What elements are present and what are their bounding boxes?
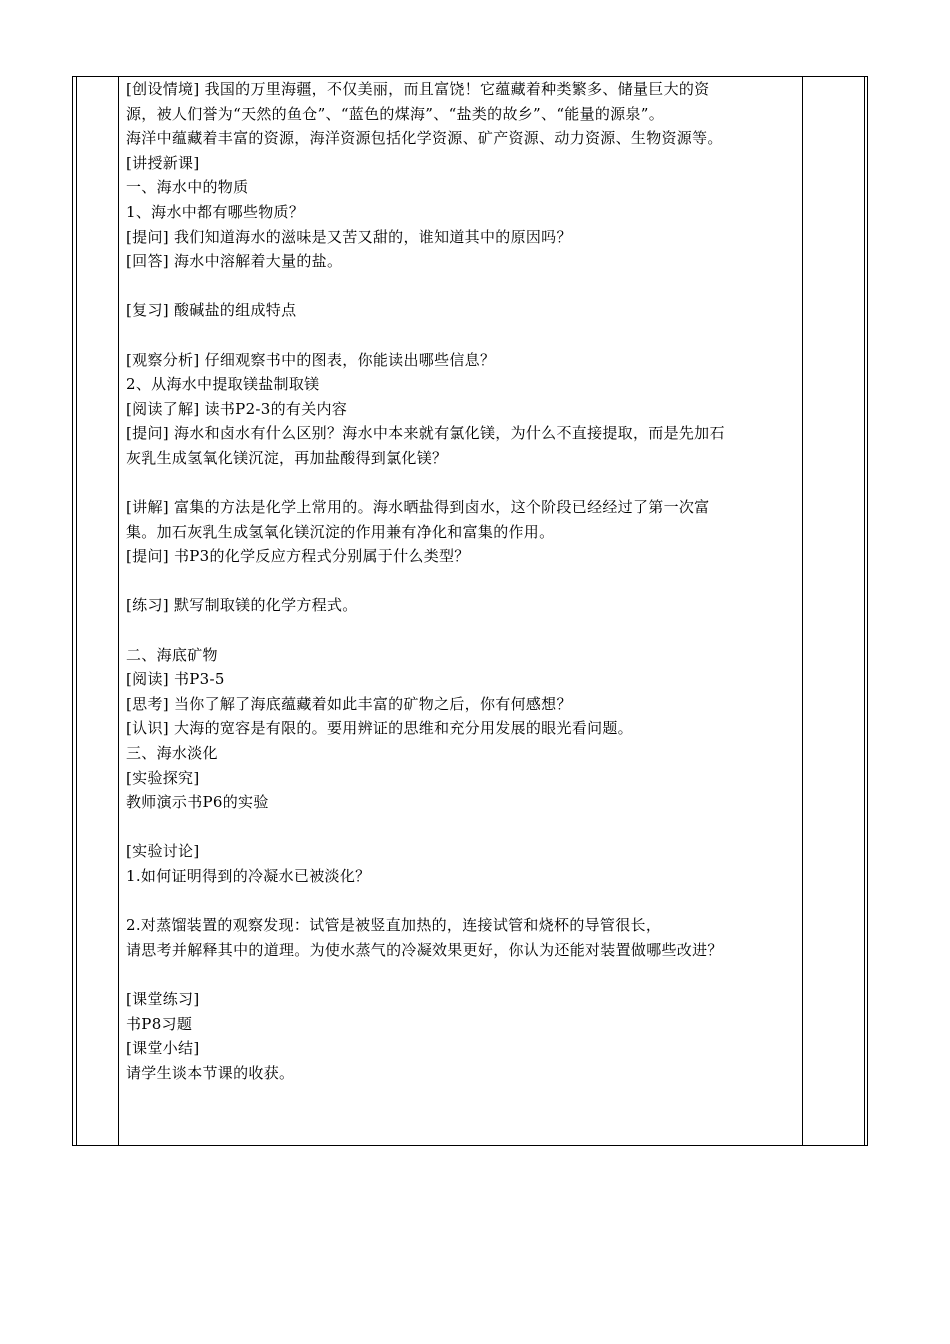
lesson-text-line: [课堂练习] [126, 989, 200, 1008]
lesson-text-line: 2.对蒸馏装置的观察发现：试管是被竖直加热的，连接试管和烧杯的导管很长， [126, 916, 662, 935]
lesson-text-line: 请学生谈本节课的收获。 [126, 1063, 295, 1082]
lesson-text-line: [阅读] 书P3-5 [126, 670, 225, 689]
lesson-text-line: [练习] 默写制取镁的化学方程式。 [126, 596, 358, 615]
lesson-text-line: 1、海水中都有哪些物质？ [126, 202, 305, 221]
lesson-text-line: 二、海底矿物 [126, 645, 218, 664]
lesson-text-line: 2、从海水中提取镁盐制取镁 [126, 375, 320, 394]
table-right-column-divider [802, 77, 803, 1145]
lesson-text-line: [课堂小结] [126, 1039, 200, 1058]
blank-line [126, 471, 798, 496]
lesson-text-line: 请思考并解释其中的道理。为使水蒸气的冷凝效果更好，你认为还能对装置做哪些改进？ [126, 940, 723, 959]
lesson-text-line: 集。加石灰乳生成氢氧化镁沉淀的作用兼有净化和富集的作用。 [126, 522, 555, 541]
blank-line [126, 962, 798, 987]
lesson-text-line: 海洋中蕴藏着丰富的资源，海洋资源包括化学资源、矿产资源、动力资源、生物资源等。 [126, 129, 723, 148]
lesson-text-line: [创设情境] 我国的万里海疆，不仅美丽，而且富饶！它蕴藏着种类繁多、储量巨大的资 [126, 80, 710, 98]
blank-line [126, 889, 798, 914]
lesson-text-line: 书P8习题 [126, 1014, 193, 1033]
table-outer-left-line [76, 77, 77, 1145]
lesson-text-line: [提问] 我们知道海水的滋味是又苦又甜的，谁知道其中的原因吗？ [126, 227, 572, 246]
lesson-text-line: 灰乳生成氢氧化镁沉淀，再加盐酸得到氯化镁？ [126, 448, 448, 467]
lesson-text-line: 教师演示书P6的实验 [126, 793, 269, 812]
lesson-table [72, 76, 868, 1146]
lesson-text-line: [阅读了解] 读书P2-3的有关内容 [126, 399, 348, 418]
table-left-column-divider [118, 77, 119, 1145]
lesson-text-line: 源，被人们誉为“天然的鱼仓”、“蓝色的煤海”、“盐类的故乡”、“能量的源泉”。 [126, 104, 665, 123]
blank-line [126, 323, 798, 348]
blank-line [126, 274, 798, 299]
lesson-text-line: 1.如何证明得到的冷凝水已被淡化？ [126, 867, 371, 885]
lesson-text-line: [实验讨论] [126, 842, 200, 861]
lesson-content-cell [126, 77, 798, 1085]
lesson-text-line: [讲授新课] [126, 153, 200, 172]
table-outer-right-line [864, 77, 865, 1145]
lesson-text-line: [讲解] 富集的方法是化学上常用的。海水晒盐得到卤水，这个阶段已经经过了第一次富 [126, 498, 710, 517]
lesson-text-line: [回答] 海水中溶解着大量的盐。 [126, 252, 343, 271]
blank-line [126, 815, 798, 840]
lesson-text-line: [复习] 酸碱盐的组成特点 [126, 301, 297, 320]
lesson-text-line: 一、海水中的物质 [126, 178, 249, 197]
lesson-text-line: [思考] 当你了解了海底蕴藏着如此丰富的矿物之后，你有何感想？ [126, 694, 572, 713]
blank-line [126, 618, 798, 643]
lesson-text-line: [观察分析] 仔细观察书中的图表，你能读出哪些信息？ [126, 350, 496, 369]
lesson-text-line: [提问] 海水和卤水有什么区别？海水中本来就有氯化镁，为什么不直接提取，而是先加石 [126, 424, 725, 443]
lesson-text-line: [认识] 大海的宽容是有限的。要用辨证的思维和充分用发展的眼光看问题。 [126, 719, 633, 738]
blank-line [126, 569, 798, 594]
lesson-text-line: [实验探究] [126, 768, 200, 787]
lesson-text-line: [提问] 书P3的化学反应方程式分别属于什么类型？ [126, 547, 470, 566]
lesson-text-line: 三、海水淡化 [126, 744, 218, 763]
